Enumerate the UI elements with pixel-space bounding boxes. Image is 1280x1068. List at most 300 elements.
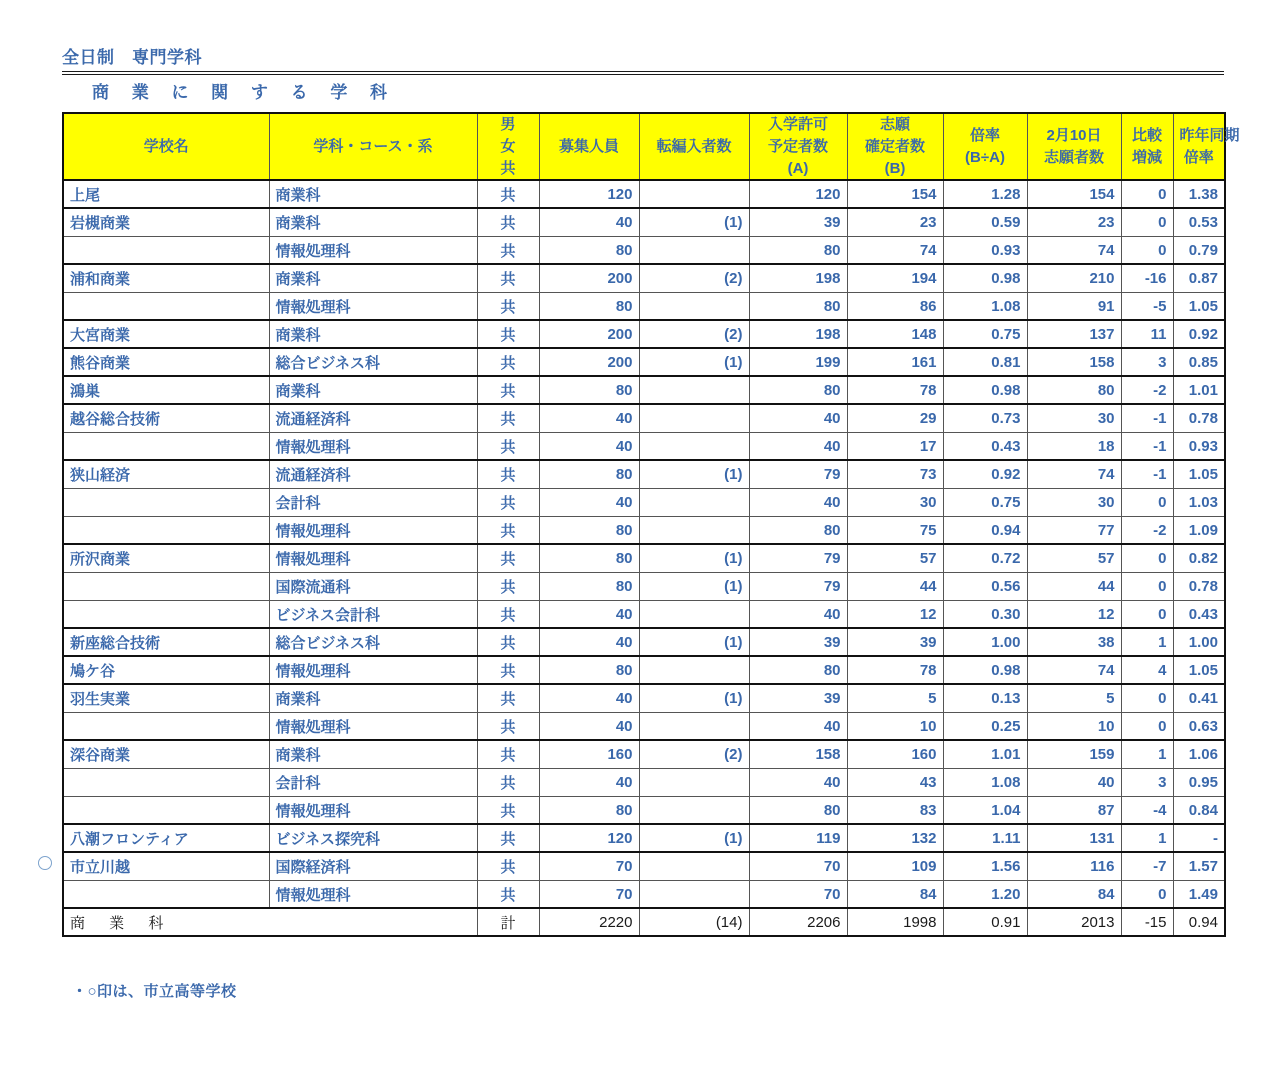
cell-course: 会計科 (269, 768, 477, 796)
cell-feb10: 131 (1027, 824, 1121, 852)
cell-feb10: 87 (1027, 796, 1121, 824)
cell-gender: 共 (477, 180, 539, 208)
cell-course: 情報処理科 (269, 292, 477, 320)
cell-gender: 共 (477, 740, 539, 768)
cell-ratio: 0.98 (943, 264, 1027, 292)
total-permit: 2206 (749, 908, 847, 936)
admissions-table (62, 112, 1240, 937)
cell-feb10: 159 (1027, 740, 1121, 768)
cell-diff: 0 (1121, 880, 1173, 908)
gender-line-3: 共 (500, 159, 516, 177)
cell-transfer: (1) (639, 684, 749, 712)
cell-apply: 73 (847, 460, 943, 488)
cell-feb10: 158 (1027, 348, 1121, 376)
cell-feb10: 74 (1027, 460, 1121, 488)
cell-diff: 0 (1121, 544, 1173, 572)
cell-diff: 0 (1121, 208, 1173, 236)
cell-apply: 161 (847, 348, 943, 376)
apply-line-1: 志願 (879, 116, 910, 133)
cell-diff: 0 (1121, 236, 1173, 264)
cell-permit: 40 (749, 404, 847, 432)
cell-school: 大宮商業 (63, 320, 269, 348)
cell-permit: 40 (749, 712, 847, 740)
cell-course: 商業科 (269, 376, 477, 404)
cell-course: 国際流通科 (269, 572, 477, 600)
cell-gender: 共 (477, 880, 539, 908)
table-body (63, 180, 1225, 936)
cell-lastyear: 0.95 (1173, 768, 1225, 796)
cell-quota: 40 (539, 768, 639, 796)
cell-course: 商業科 (269, 740, 477, 768)
table-row (63, 208, 1225, 236)
table-row (63, 376, 1225, 404)
cell-transfer: (1) (639, 348, 749, 376)
cell-transfer: (1) (639, 544, 749, 572)
cell-course: 商業科 (269, 320, 477, 348)
table-row (63, 600, 1225, 628)
cell-diff: -2 (1121, 516, 1173, 544)
cell-ratio: 0.75 (943, 488, 1027, 516)
cell-lastyear: 1.06 (1173, 740, 1225, 768)
table-row (63, 236, 1225, 264)
cell-school (63, 236, 269, 264)
cell-school: 岩槻商業 (63, 208, 269, 236)
cell-course: 情報処理科 (269, 880, 477, 908)
cell-ratio: 0.98 (943, 376, 1027, 404)
total-lastyear: 0.94 (1173, 908, 1225, 936)
cell-school (63, 712, 269, 740)
cell-gender: 共 (477, 796, 539, 824)
cell-quota: 80 (539, 656, 639, 684)
cell-school (63, 432, 269, 460)
cell-quota: 40 (539, 600, 639, 628)
col-header-ratio (943, 113, 1027, 180)
cell-course: 商業科 (269, 684, 477, 712)
cell-permit: 39 (749, 628, 847, 656)
cell-lastyear: 0.78 (1173, 404, 1225, 432)
cell-apply: 84 (847, 880, 943, 908)
cell-diff: -4 (1121, 796, 1173, 824)
cell-lastyear: 0.82 (1173, 544, 1225, 572)
cell-permit: 198 (749, 264, 847, 292)
total-row (63, 908, 1225, 936)
cell-school (63, 796, 269, 824)
table-row (63, 796, 1225, 824)
cell-feb10: 23 (1027, 208, 1121, 236)
cell-permit: 70 (749, 880, 847, 908)
cell-permit: 119 (749, 824, 847, 852)
cell-feb10: 137 (1027, 320, 1121, 348)
cell-apply: 148 (847, 320, 943, 348)
cell-permit: 120 (749, 180, 847, 208)
permit-line-1: 入学許可 (767, 116, 828, 133)
table-row (63, 516, 1225, 544)
cell-course: 流通経済科 (269, 460, 477, 488)
cell-course: 流通経済科 (269, 404, 477, 432)
cell-feb10: 74 (1027, 656, 1121, 684)
cell-school: 八潮フロンティア (63, 824, 269, 852)
cell-feb10: 57 (1027, 544, 1121, 572)
col-header-gender (477, 113, 539, 180)
cell-transfer (639, 488, 749, 516)
cell-transfer (639, 656, 749, 684)
table-row (63, 572, 1225, 600)
cell-transfer: (1) (639, 208, 749, 236)
cell-apply: 78 (847, 656, 943, 684)
gender-line-2: 女 (500, 137, 516, 155)
lastyear-line-1: 昨年同期 (1179, 126, 1240, 144)
cell-apply: 132 (847, 824, 943, 852)
cell-ratio: 1.01 (943, 740, 1027, 768)
cell-gender: 共 (477, 516, 539, 544)
feb10-line-2: 志願者数 (1043, 148, 1104, 166)
cell-transfer: (1) (639, 824, 749, 852)
cell-lastyear: 0.43 (1173, 600, 1225, 628)
cell-quota: 80 (539, 460, 639, 488)
cell-gender: 共 (477, 628, 539, 656)
cell-quota: 200 (539, 264, 639, 292)
cell-ratio: 0.75 (943, 320, 1027, 348)
col-header-feb10 (1027, 113, 1121, 180)
cell-ratio: 0.25 (943, 712, 1027, 740)
cell-feb10: 116 (1027, 852, 1121, 880)
cell-course: 情報処理科 (269, 236, 477, 264)
cell-school (63, 768, 269, 796)
cell-quota: 40 (539, 628, 639, 656)
cell-gender: 共 (477, 488, 539, 516)
cell-diff: -16 (1121, 264, 1173, 292)
cell-quota: 40 (539, 684, 639, 712)
cell-course: 情報処理科 (269, 712, 477, 740)
diff-line-1: 比較 (1131, 126, 1162, 144)
page-title: 全日制 専門学科 (62, 48, 202, 67)
cell-transfer (639, 516, 749, 544)
cell-apply: 29 (847, 404, 943, 432)
cell-transfer (639, 600, 749, 628)
cell-transfer: (2) (639, 264, 749, 292)
table-header (63, 113, 1240, 180)
cell-course: 総合ビジネス科 (269, 348, 477, 376)
cell-diff: -1 (1121, 404, 1173, 432)
cell-apply: 12 (847, 600, 943, 628)
cell-school: 鳩ケ谷 (63, 656, 269, 684)
cell-diff: -2 (1121, 376, 1173, 404)
cell-permit: 199 (749, 348, 847, 376)
cell-ratio: 0.56 (943, 572, 1027, 600)
cell-ratio: 0.94 (943, 516, 1027, 544)
cell-permit: 79 (749, 460, 847, 488)
cell-apply: 154 (847, 180, 943, 208)
cell-permit: 198 (749, 320, 847, 348)
cell-transfer (639, 796, 749, 824)
table-row (63, 852, 1225, 880)
cell-permit: 40 (749, 600, 847, 628)
cell-course: 商業科 (269, 180, 477, 208)
cell-feb10: 74 (1027, 236, 1121, 264)
cell-lastyear: 0.85 (1173, 348, 1225, 376)
table-row (63, 544, 1225, 572)
cell-quota: 80 (539, 292, 639, 320)
cell-apply: 43 (847, 768, 943, 796)
cell-quota: 80 (539, 544, 639, 572)
col-header-transfer: 転編入者数 (639, 113, 749, 180)
col-header-school: 学校名 (63, 113, 269, 180)
permit-line-3: (A) (787, 159, 809, 177)
cell-diff: -7 (1121, 852, 1173, 880)
cell-diff: 0 (1121, 180, 1173, 208)
cell-school (63, 600, 269, 628)
cell-permit: 80 (749, 292, 847, 320)
cell-ratio: 1.08 (943, 292, 1027, 320)
total-diff: -15 (1121, 908, 1173, 936)
total-feb10: 2013 (1027, 908, 1121, 936)
cell-permit: 80 (749, 236, 847, 264)
cell-quota: 40 (539, 432, 639, 460)
cell-quota: 80 (539, 796, 639, 824)
total-quota: 2220 (539, 908, 639, 936)
cell-diff: -1 (1121, 460, 1173, 488)
municipal-circle-icon (38, 856, 52, 870)
cell-lastyear: 0.79 (1173, 236, 1225, 264)
cell-gender: 共 (477, 684, 539, 712)
diff-line-2: 増減 (1131, 148, 1162, 166)
cell-feb10: 5 (1027, 684, 1121, 712)
cell-lastyear: 0.93 (1173, 432, 1225, 460)
cell-course: 情報処理科 (269, 656, 477, 684)
cell-apply: 78 (847, 376, 943, 404)
cell-school: 浦和商業 (63, 264, 269, 292)
cell-ratio: 1.20 (943, 880, 1027, 908)
table-row (63, 432, 1225, 460)
cell-ratio: 0.92 (943, 460, 1027, 488)
table-row (63, 740, 1225, 768)
cell-quota: 40 (539, 208, 639, 236)
cell-school (63, 572, 269, 600)
col-header-lastyear (1173, 113, 1240, 180)
cell-apply: 160 (847, 740, 943, 768)
cell-feb10: 80 (1027, 376, 1121, 404)
cell-gender: 共 (477, 292, 539, 320)
cell-ratio: 0.81 (943, 348, 1027, 376)
cell-permit: 79 (749, 544, 847, 572)
cell-ratio: 0.72 (943, 544, 1027, 572)
cell-apply: 57 (847, 544, 943, 572)
cell-diff: 3 (1121, 768, 1173, 796)
cell-diff: 0 (1121, 572, 1173, 600)
cell-quota: 40 (539, 404, 639, 432)
cell-permit: 39 (749, 208, 847, 236)
cell-ratio: 0.59 (943, 208, 1027, 236)
cell-school: 新座総合技術 (63, 628, 269, 656)
cell-lastyear: 0.53 (1173, 208, 1225, 236)
cell-gender: 共 (477, 404, 539, 432)
cell-apply: 17 (847, 432, 943, 460)
table-row (63, 768, 1225, 796)
cell-diff: 3 (1121, 348, 1173, 376)
cell-school (63, 516, 269, 544)
cell-lastyear: 1.09 (1173, 516, 1225, 544)
cell-quota: 70 (539, 852, 639, 880)
cell-school: 越谷総合技術 (63, 404, 269, 432)
footnote: ・○印は、市立高等学校 (72, 983, 237, 1000)
cell-permit: 39 (749, 684, 847, 712)
table-row (63, 712, 1225, 740)
cell-gender: 共 (477, 824, 539, 852)
cell-lastyear: 1.05 (1173, 460, 1225, 488)
cell-ratio: 1.28 (943, 180, 1027, 208)
cell-permit: 158 (749, 740, 847, 768)
table-row (63, 628, 1225, 656)
cell-lastyear: 1.38 (1173, 180, 1225, 208)
cell-school: 市立川越 (63, 852, 269, 880)
cell-transfer: (1) (639, 572, 749, 600)
col-header-permit (749, 113, 847, 180)
cell-diff: -1 (1121, 432, 1173, 460)
cell-transfer (639, 404, 749, 432)
cell-feb10: 30 (1027, 404, 1121, 432)
cell-feb10: 91 (1027, 292, 1121, 320)
cell-ratio: 1.00 (943, 628, 1027, 656)
table-row (63, 292, 1225, 320)
cell-apply: 74 (847, 236, 943, 264)
cell-transfer: (1) (639, 460, 749, 488)
cell-course: 商業科 (269, 264, 477, 292)
table-row (63, 180, 1225, 208)
cell-ratio: 1.56 (943, 852, 1027, 880)
feb10-line-1: 2月10日 (1046, 126, 1102, 144)
table-row (63, 320, 1225, 348)
cell-quota: 40 (539, 488, 639, 516)
table-row (63, 348, 1225, 376)
cell-diff: 0 (1121, 600, 1173, 628)
cell-school: 上尾 (63, 180, 269, 208)
cell-school (63, 880, 269, 908)
header-row (63, 113, 1225, 180)
cell-school: 狭山経済 (63, 460, 269, 488)
cell-lastyear: 0.84 (1173, 796, 1225, 824)
cell-lastyear: 0.92 (1173, 320, 1225, 348)
cell-lastyear: 1.05 (1173, 292, 1225, 320)
cell-gender: 共 (477, 320, 539, 348)
table-row (63, 880, 1225, 908)
cell-permit: 80 (749, 516, 847, 544)
cell-ratio: 1.11 (943, 824, 1027, 852)
cell-diff: 4 (1121, 656, 1173, 684)
cell-ratio: 0.13 (943, 684, 1027, 712)
cell-transfer (639, 712, 749, 740)
cell-permit: 79 (749, 572, 847, 600)
cell-apply: 30 (847, 488, 943, 516)
cell-apply: 5 (847, 684, 943, 712)
cell-ratio: 1.08 (943, 768, 1027, 796)
cell-course: 情報処理科 (269, 544, 477, 572)
cell-lastyear: 1.05 (1173, 656, 1225, 684)
table-row (63, 460, 1225, 488)
permit-line-2: 予定者数 (767, 137, 828, 155)
cell-course: 情報処理科 (269, 432, 477, 460)
cell-ratio: 0.93 (943, 236, 1027, 264)
cell-transfer: (1) (639, 628, 749, 656)
cell-gender: 共 (477, 208, 539, 236)
cell-gender: 共 (477, 544, 539, 572)
cell-transfer (639, 768, 749, 796)
cell-ratio: 0.73 (943, 404, 1027, 432)
cell-permit: 80 (749, 376, 847, 404)
cell-transfer (639, 180, 749, 208)
total-label: 商 業 科 (63, 908, 477, 936)
cell-gender: 共 (477, 572, 539, 600)
cell-school: 深谷商業 (63, 740, 269, 768)
table-container (62, 112, 1240, 937)
cell-quota: 40 (539, 712, 639, 740)
cell-school (63, 488, 269, 516)
total-apply: 1998 (847, 908, 943, 936)
cell-transfer (639, 852, 749, 880)
ratio-line-1: 倍率 (969, 126, 1000, 144)
table-row (63, 488, 1225, 516)
cell-feb10: 77 (1027, 516, 1121, 544)
cell-lastyear: 1.49 (1173, 880, 1225, 908)
cell-feb10: 30 (1027, 488, 1121, 516)
cell-gender: 共 (477, 852, 539, 880)
cell-apply: 75 (847, 516, 943, 544)
cell-lastyear: 1.00 (1173, 628, 1225, 656)
table-row (63, 684, 1225, 712)
cell-feb10: 38 (1027, 628, 1121, 656)
cell-feb10: 10 (1027, 712, 1121, 740)
cell-apply: 44 (847, 572, 943, 600)
apply-line-2: 確定者数 (864, 137, 925, 155)
cell-diff: 0 (1121, 684, 1173, 712)
cell-feb10: 210 (1027, 264, 1121, 292)
cell-feb10: 84 (1027, 880, 1121, 908)
cell-lastyear: 1.57 (1173, 852, 1225, 880)
cell-course: 商業科 (269, 208, 477, 236)
cell-gender: 共 (477, 460, 539, 488)
cell-apply: 23 (847, 208, 943, 236)
cell-quota: 80 (539, 572, 639, 600)
cell-quota: 120 (539, 180, 639, 208)
cell-transfer: (2) (639, 740, 749, 768)
col-header-course: 学科・コース・系 (269, 113, 477, 180)
cell-lastyear: 0.63 (1173, 712, 1225, 740)
cell-transfer (639, 432, 749, 460)
lastyear-line-2: 倍率 (1183, 148, 1214, 166)
cell-permit: 80 (749, 656, 847, 684)
cell-gender: 共 (477, 712, 539, 740)
gender-line-1: 男 (500, 116, 516, 133)
cell-school: 所沢商業 (63, 544, 269, 572)
cell-course: 情報処理科 (269, 796, 477, 824)
cell-quota: 160 (539, 740, 639, 768)
cell-diff: 1 (1121, 628, 1173, 656)
table-row (63, 264, 1225, 292)
ratio-line-2: (B÷A) (965, 148, 1005, 166)
cell-quota: 120 (539, 824, 639, 852)
cell-diff: 1 (1121, 824, 1173, 852)
cell-feb10: 18 (1027, 432, 1121, 460)
cell-course: ビジネス会計科 (269, 600, 477, 628)
col-header-quota: 募集人員 (539, 113, 639, 180)
cell-gender: 共 (477, 376, 539, 404)
cell-feb10: 154 (1027, 180, 1121, 208)
total-kei-label: 計 (477, 908, 539, 936)
cell-quota: 200 (539, 320, 639, 348)
table-row (63, 404, 1225, 432)
cell-feb10: 44 (1027, 572, 1121, 600)
cell-gender: 共 (477, 600, 539, 628)
cell-transfer (639, 880, 749, 908)
